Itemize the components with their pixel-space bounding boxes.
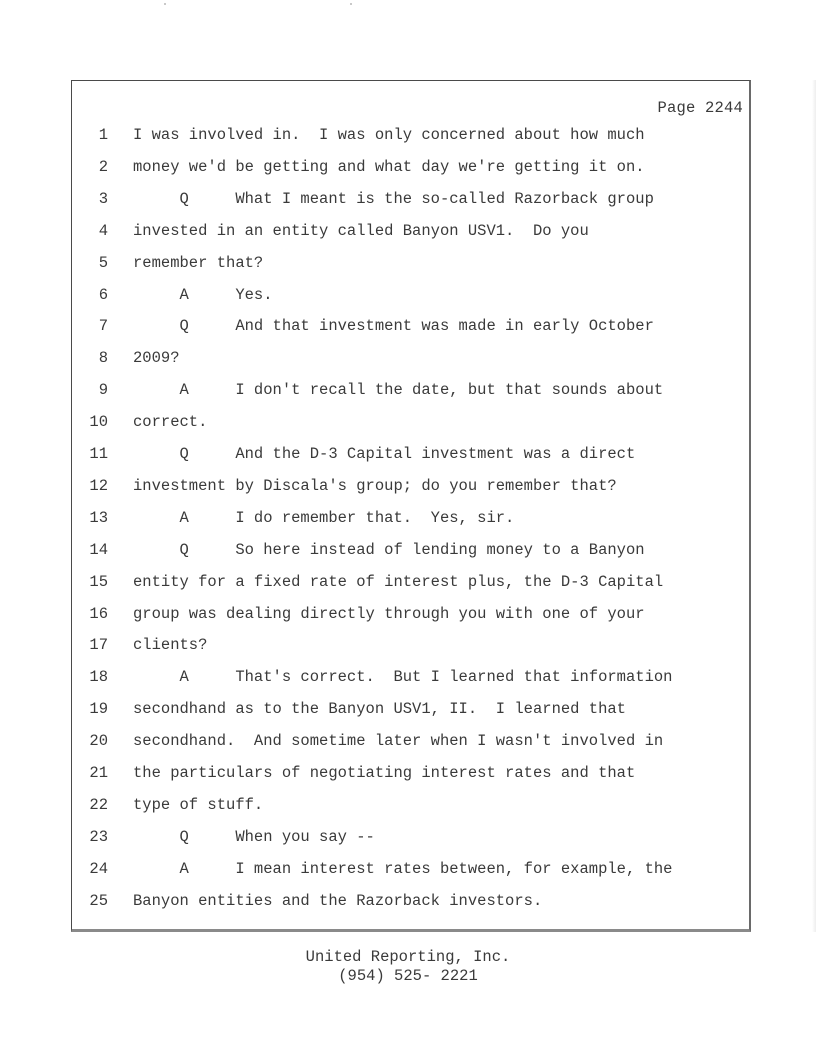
line-text: A I don't recall the date, but that sounds about [133,381,664,400]
transcript-line [72,540,748,560]
line-text: Q What I meant is the so-called Razorback group [133,189,654,208]
line-number: 2 [98,157,108,176]
transcript-line [72,572,748,592]
transcript-line [72,891,748,911]
line-number: 11 [89,445,108,463]
line-number: 4 [98,221,108,240]
footer-company: United Reporting, Inc. [305,948,511,966]
line-number: 13 [89,508,108,527]
line-number: 12 [89,476,108,495]
line-text: investment by Discala's group; do you remember that? [133,476,617,495]
line-number: 14 [89,540,108,559]
line-text: clients? [133,636,208,655]
transcript-line [72,348,748,368]
line-number: 9 [98,381,108,400]
line-number: 15 [89,572,108,591]
line-text: the particulars of negotiating interest rates and that [133,764,636,782]
transcript-line [72,731,748,751]
line-text: money we'd be getting and what day we're getting it on. [133,157,645,176]
transcript-line [72,827,748,847]
line-text: A I mean interest rates between, for example, the [133,859,673,878]
page-edge-shadow [812,80,816,932]
transcript-line [72,699,748,719]
line-text: I was involved in. I was only concerned about how much [133,126,645,144]
transcript-line [72,763,748,783]
line-text: entity for a fixed rate of interest plus, the D-3 Capital [133,572,664,591]
transcript-line [72,221,748,241]
transcript-line [72,476,748,496]
line-number: 18 [89,668,108,687]
line-number: 8 [98,349,108,368]
transcript-line [72,667,748,687]
line-text: correct. [133,413,208,432]
transcript-line [72,859,748,879]
line-text: secondhand as to the Banyon USV1, II. I learned that [133,700,626,719]
line-text: A Yes. [133,285,273,304]
transcript-line [72,412,748,432]
line-text: group was dealing directly through you with one of your [133,604,645,623]
transcript-line [72,635,748,655]
transcript-line [72,253,748,273]
line-number: 21 [89,764,108,782]
line-text: type of stuff. [133,795,264,814]
line-number: 17 [89,636,108,655]
transcript-line [72,285,748,305]
line-text: remember that? [133,253,264,272]
line-text: Q When you say -- [133,827,375,846]
transcript-line [72,157,748,177]
line-number: 24 [89,859,108,878]
line-number: 5 [98,253,108,272]
line-text: 2009? [133,349,180,368]
line-number: 22 [89,795,108,814]
transcript-frame [71,80,751,932]
line-text: A That's correct. But I learned that information [133,668,673,687]
transcript-line [72,189,748,209]
line-text: secondhand. And sometime later when I wasn't involved in [133,732,664,751]
line-number: 6 [98,285,108,304]
transcript-line [72,444,748,464]
line-number: 10 [89,413,108,432]
transcript-line [72,795,748,815]
line-text: Q So here instead of lending money to a Banyon [133,540,645,559]
footer [0,948,816,986]
line-text: Q And that investment was made in early October [133,317,654,336]
scan-specks [160,3,360,6]
transcript-line [72,125,748,145]
line-number: 20 [89,732,108,751]
line-text: invested in an entity called Banyon USV1. Do you [133,221,589,240]
line-number: 16 [89,604,108,623]
transcript-line [72,316,748,336]
transcript-line [72,604,748,624]
line-text: Q And the D-3 Capital investment was a direct [133,445,636,463]
footer-phone: (954) 525- 2221 [338,967,478,985]
page-number: Page 2244 [657,99,743,117]
line-text: A I do remember that. Yes, sir. [133,508,515,527]
line-number: 19 [89,700,108,719]
line-number: 25 [89,891,108,910]
line-number: 3 [98,189,108,208]
line-number: 1 [98,126,108,144]
line-number: 23 [89,827,108,846]
line-number: 7 [98,317,108,336]
transcript-line [72,380,748,400]
transcript-line [72,508,748,528]
line-text: Banyon entities and the Razorback investors. [133,891,543,910]
